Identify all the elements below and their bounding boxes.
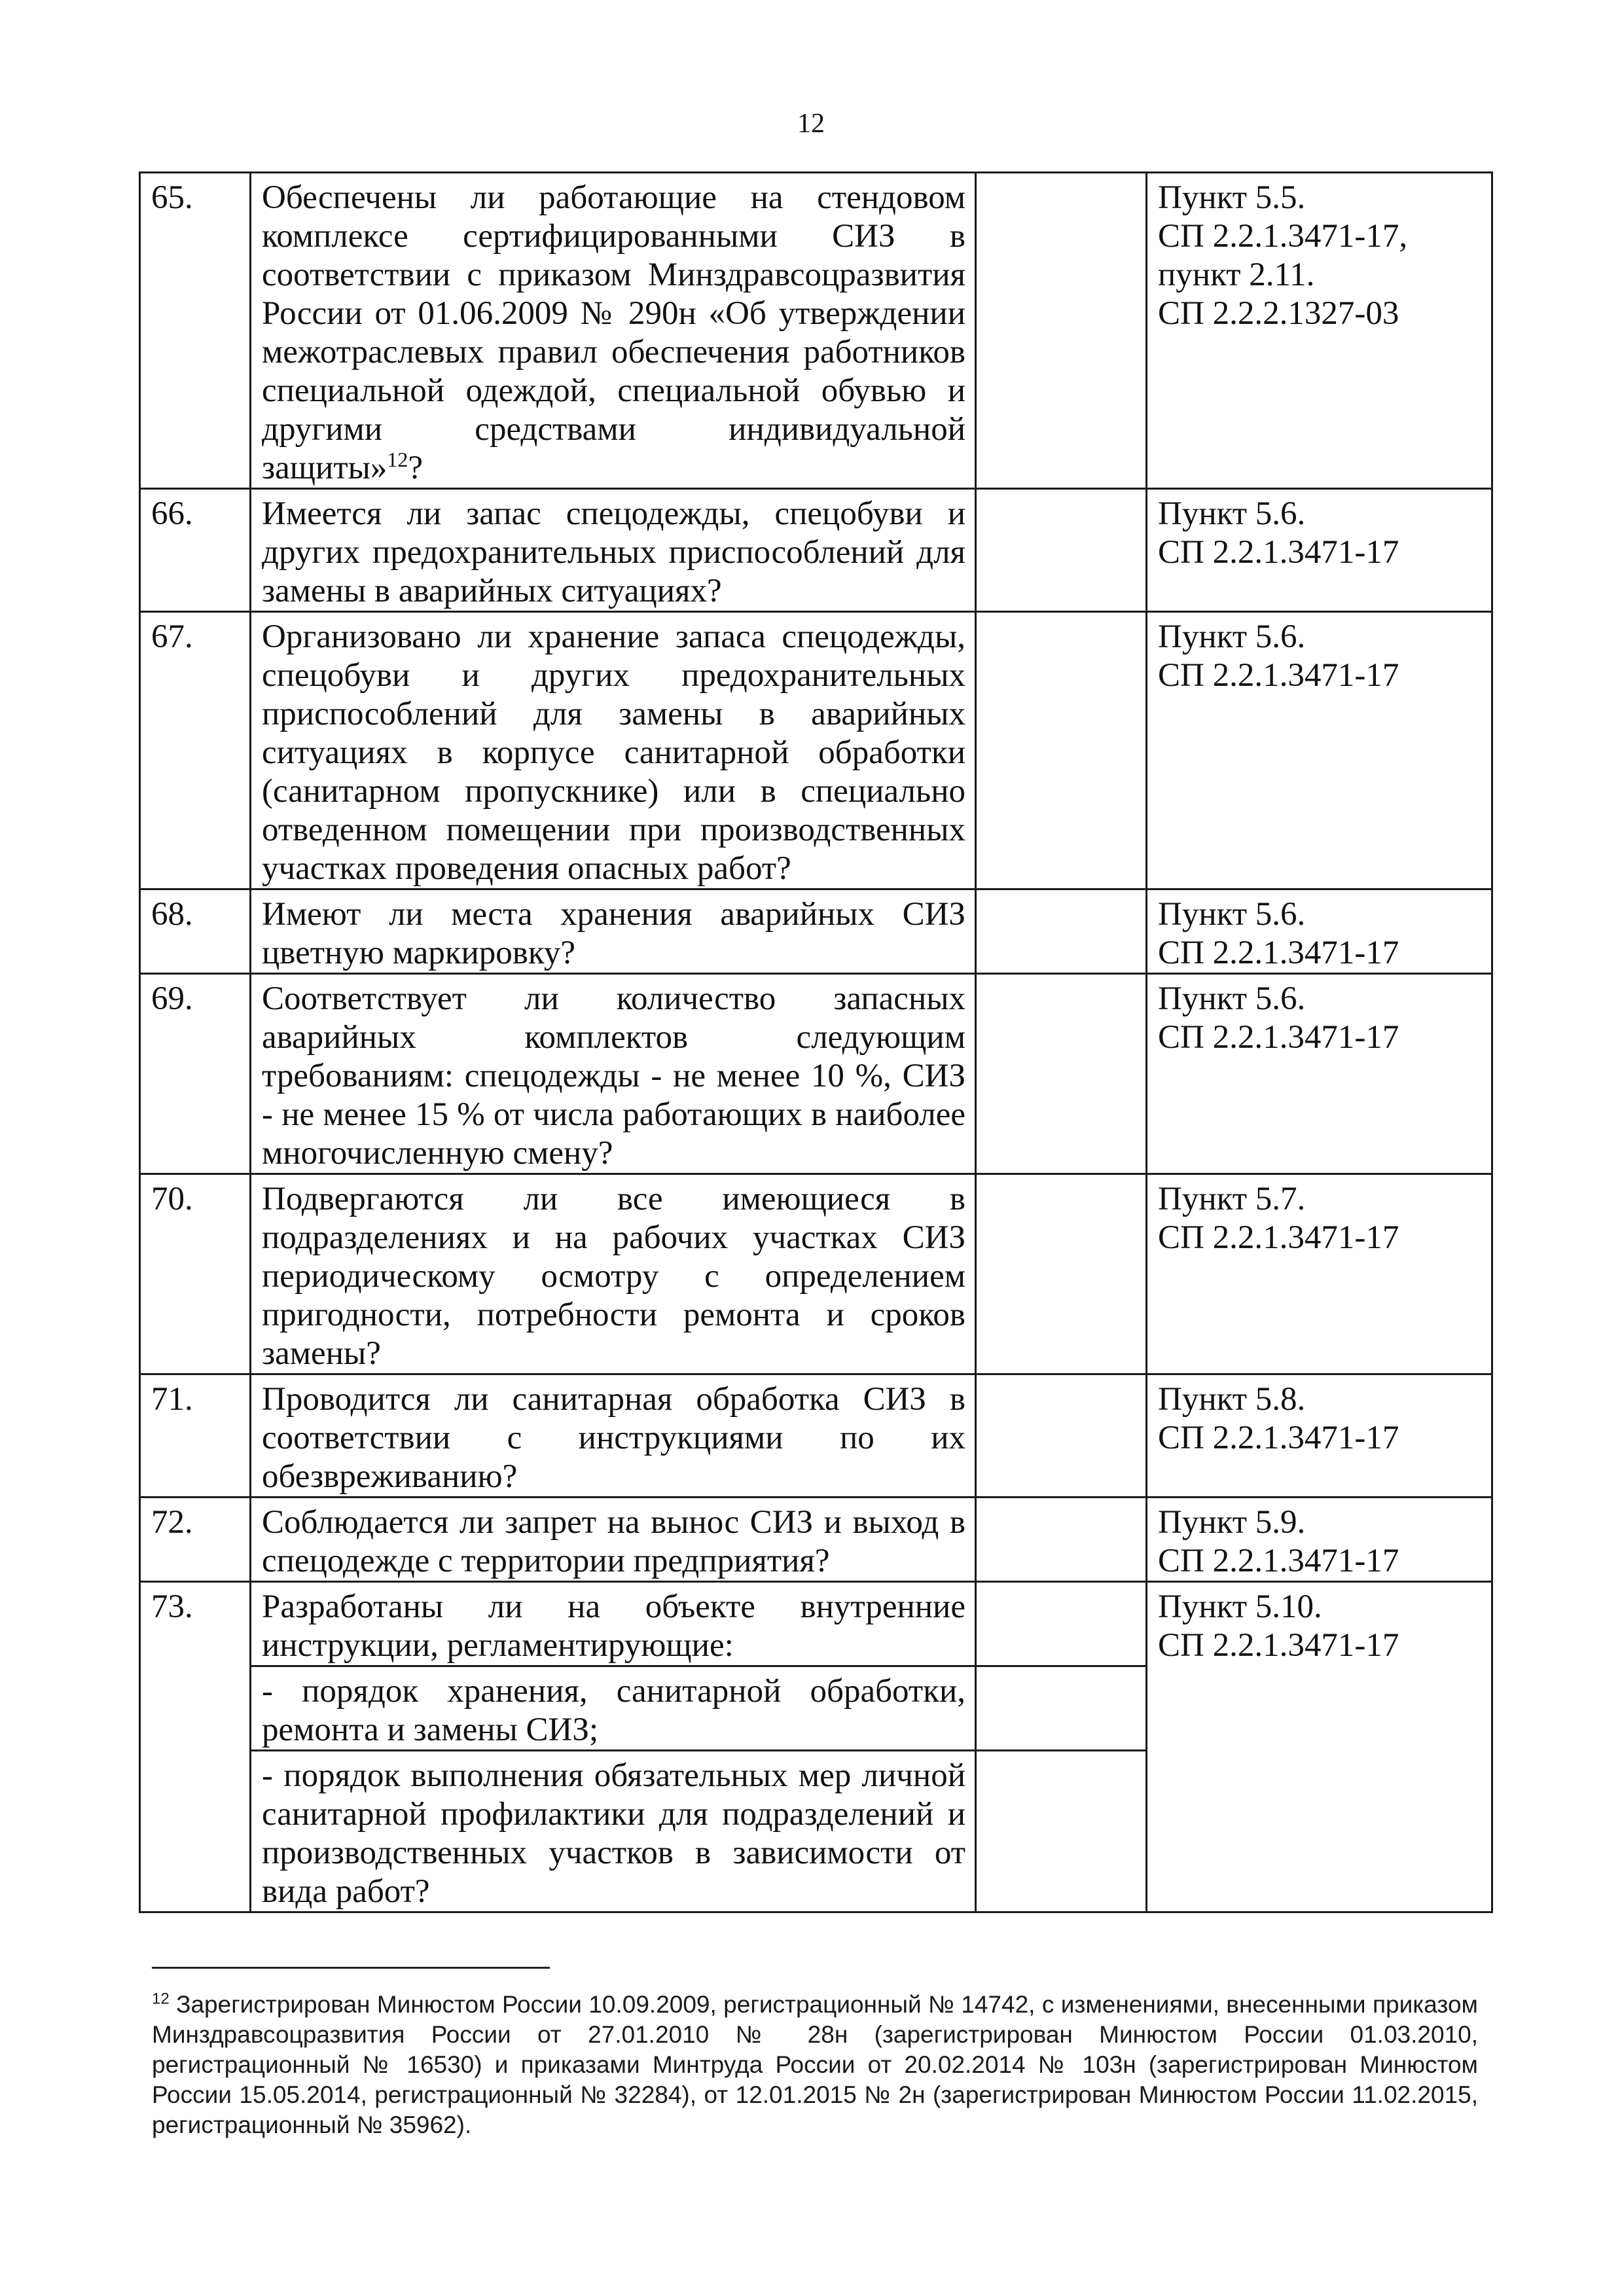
table-row <box>140 974 1492 1174</box>
question-text: Организовано ли хранение запаса спецодежды, спецобуви и других предохранительных приспособлений для замены в аварийных ситуациях в корпусе санитарной обработки (санитарном пропускнике) или в специально отведенном помещении при производственных участках проведения опасных работ? <box>251 612 976 889</box>
footnote-marker: 12 <box>152 1990 170 2008</box>
reference-cell: Пункт 5.9. СП 2.2.1.3471-17 <box>1147 1498 1492 1582</box>
reference-cell: Пункт 5.6. СП 2.2.1.3471-17 <box>1147 974 1492 1174</box>
answer-cell[interactable] <box>976 889 1147 974</box>
sub-item-text: - порядок хранения, санитарной обработки, ремонта и замены СИЗ; <box>251 1666 976 1751</box>
table-row <box>140 489 1492 612</box>
row-number: 66. <box>140 489 251 612</box>
question-text: Подвергаются ли все имеющиеся в подразделениях и на рабочих участках СИЗ периодическому осмотру с определением пригодности, потребности ремонта и сроков замены? <box>251 1174 976 1374</box>
footnote <box>152 1990 1478 2140</box>
question-text: Соблюдается ли запрет на вынос СИЗ и выход в спецодежде с территории предприятия? <box>251 1498 976 1582</box>
footnote-reference: 12 <box>387 448 408 471</box>
question-text: Имеют ли места хранения аварийных СИЗ цветную маркировку? <box>251 889 976 974</box>
row-number: 72. <box>140 1498 251 1582</box>
question-text: Соответствует ли количество запасных аварийных комплектов следующим требованиям: спецодежды - не менее 10 %, СИЗ - не менее 15 % от числа работающих в наиболее многочисленную смену? <box>251 974 976 1174</box>
answer-cell[interactable] <box>976 612 1147 889</box>
page-number: 12 <box>797 109 825 139</box>
reference-cell: Пункт 5.10. СП 2.2.1.3471-17 <box>1147 1582 1492 1912</box>
row-number: 68. <box>140 889 251 974</box>
answer-cell[interactable] <box>976 1666 1147 1751</box>
reference-cell: Пункт 5.5. СП 2.2.1.3471-17, пункт 2.11. СП 2.2.2.1327-03 <box>1147 173 1492 489</box>
reference-cell: Пункт 5.7. СП 2.2.1.3471-17 <box>1147 1174 1492 1374</box>
sub-item-text: - порядок выполнения обязательных мер личной санитарной профилактики для подразделений и производственных участков в зависимости от вида работ? <box>251 1751 976 1912</box>
question-text: Имеется ли запас спецодежды, спецобуви и других предохранительных приспособлений для замены в аварийных ситуациях? <box>251 489 976 612</box>
table-row <box>140 173 1492 489</box>
table-row <box>140 612 1492 889</box>
table-row <box>140 1174 1492 1374</box>
reference-cell: Пункт 5.6. СП 2.2.1.3471-17 <box>1147 489 1492 612</box>
table-row <box>140 889 1492 974</box>
question-text: Проводится ли санитарная обработка СИЗ в соответствии с инструкциями по их обезвреживанию? <box>251 1374 976 1498</box>
answer-cell[interactable] <box>976 1582 1147 1666</box>
answer-cell[interactable] <box>976 1374 1147 1498</box>
checklist-table <box>139 171 1493 1913</box>
answer-cell[interactable] <box>976 974 1147 1174</box>
reference-cell: Пункт 5.6. СП 2.2.1.3471-17 <box>1147 612 1492 889</box>
row-number: 73. <box>140 1582 251 1912</box>
row-number: 71. <box>140 1374 251 1498</box>
table-row <box>140 1498 1492 1582</box>
question-text: Обеспечены ли работающие на стендовом комплексе сертифицированными СИЗ в соответствии с приказом Минздравсоцразвития России от 01.06.2009 № 290н «Об утверждении межотраслевых правил обеспечения работников специальной одеждой, специальной обувью и другими средствами индивидуальной защиты»$^{12}$? <box>251 173 976 489</box>
reference-cell: Пункт 5.6. СП 2.2.1.3471-17 <box>1147 889 1492 974</box>
reference-cell: Пункт 5.8. СП 2.2.1.3471-17 <box>1147 1374 1492 1498</box>
answer-cell[interactable] <box>976 489 1147 612</box>
answer-cell[interactable] <box>976 173 1147 489</box>
question-text: Разработаны ли на объекте внутренние инструкции, регламентирующие: <box>251 1582 976 1666</box>
row-number: 70. <box>140 1174 251 1374</box>
answer-cell[interactable] <box>976 1174 1147 1374</box>
row-number: 67. <box>140 612 251 889</box>
answer-cell[interactable] <box>976 1751 1147 1912</box>
table-row <box>140 1374 1492 1498</box>
footnote-text: Зарегистрирован Минюстом России 10.09.2009, регистрационный № 14742, с изменениями, внесенными приказом Минздравсоцразвития России от 27.01.2010 № 28н (зарегистрирован Минюстом России 01.03.2010, регистрационный № 16530) и приказами Минтруда России от 20.02.2014 № 103н (зарегистрирован Минюстом России 15.05.2014, регистрационный № 32284), от 12.01.2015 № 2н (зарегистрирован Минюстом России 11.02.2015, регистрационный № 35962). <box>152 1991 1478 2138</box>
answer-cell[interactable] <box>976 1498 1147 1582</box>
row-number: 65. <box>140 173 251 489</box>
row-number: 69. <box>140 974 251 1174</box>
table-row <box>140 1582 1492 1666</box>
footnote-divider <box>152 1967 550 1969</box>
